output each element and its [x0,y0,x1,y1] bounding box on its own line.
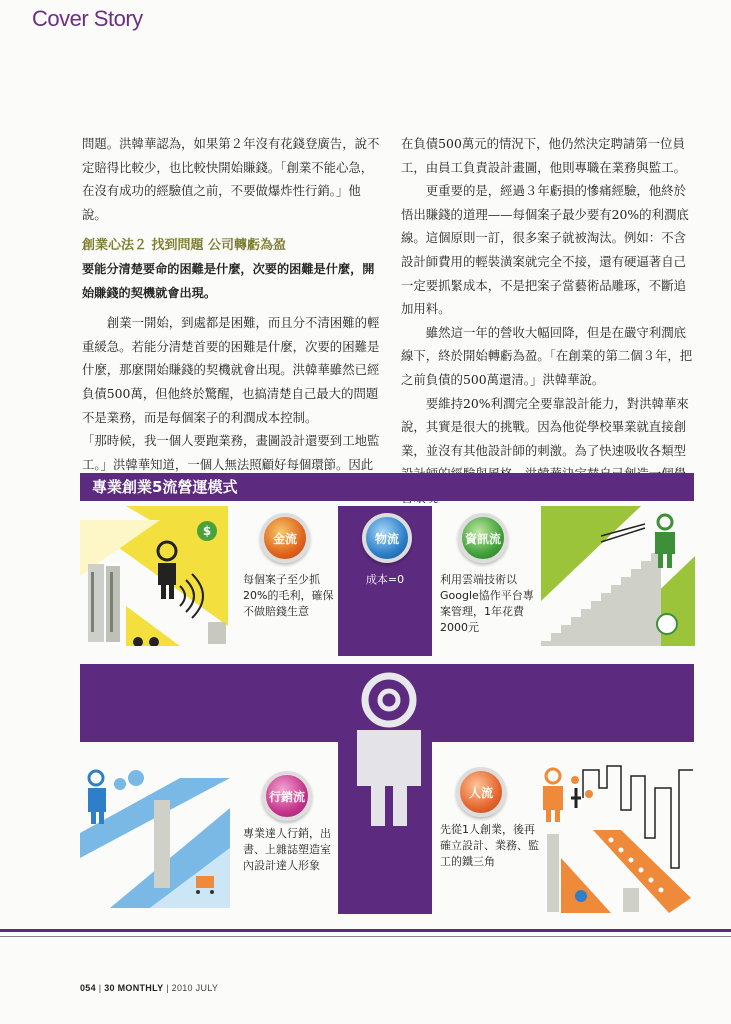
magazine-name: 30 MONTHLY [104,983,164,993]
lead-text: 要能分清楚要命的困難是什麼，次要的困難是什麼，開始賺錢的契機就會出現。 [82,261,375,300]
flow-ball-pink: 行銷流 [262,771,312,821]
flow-caption: 專業達人行銷，出書、上雜誌塑造室內設計達人形象 [243,827,331,872]
footer: 054 | 30 MONTHLY | 2010 JULY [80,983,219,993]
flow-caption: 每個案子至少抓20%的毛利，確保不做賠錢生意 [243,573,334,618]
flow-ball-green: 資訊流 [458,513,508,563]
paragraph: 更重要的是，經過３年虧損的慘痛經驗，他終於悟出賺錢的道理——每個案子最少要有20%的利潤底線。這個原則一訂，很多案子就被淘汰。例如：不含設計師費用的輕裝潢案就完全不接，還有硬逼著自己一定要抓緊成本，不是把案子當藝術品雕琢，不斷追加用料。 [401,183,689,317]
money-icon: $ [197,521,217,541]
article-column-left [82,132,382,476]
page-number: 054 [80,983,96,993]
paragraph: 「那時候，我一個人要跑業務，畫圖設計還要到工地監工。」洪韓華知道，一個人無法照顧好每個環節。因此 [82,433,380,472]
flow-caption: 先從1人創業，後再確立設計、業務、監工的鐵三角 [440,823,539,868]
flow-caption: 成本=0 [365,573,405,586]
flow-ball-orange: 人流 [456,767,506,817]
section-header: Cover Story [32,6,143,31]
flow-ball-blue: 物流 [362,513,412,563]
paragraph: 問題。洪韓華認為，如果第２年沒有花錢登廣告，說不定賠得比較少，也比較快開始賺錢。「創業不能心急，在沒有成功的經驗值之前，不要做爆炸性行銷。」他說。 [82,136,380,222]
bottom-rule-thin [0,936,731,937]
people-illustration [541,748,695,913]
infographic-title: 專業創業5流營運模式 [80,473,694,501]
flow-ball-gold: 金流 [260,513,310,563]
marketing-illustration [80,748,230,913]
paragraph: 雖然這一年的營收大幅回降，但是在嚴守利潤底線下，終於開始轉虧為盈。「在創業的第二個３年，把之前負債的500萬還清。」洪韓華說。 [401,324,693,387]
paragraph: 要維持20%利潤完全要靠設計能力，對洪韓華來說，其實是很大的挑戰。因為他從學校畢業就直接創業，並沒有其他設計師的刺激。為了快速吸收各類型 [401,395,689,458]
paragraph: 在負債500萬元的情況下，他仍然決定聘請第一位員工，由員工負責設計畫圖，他則專職在業務與監工。 [401,136,686,175]
bottom-rule [0,929,731,932]
subheading: 創業心法２ 找到問題 公司轉虧為盈 [82,238,287,254]
flow-caption: 利用雲端技術以Google協作平台專案管理，1年花費2000元 [440,573,534,634]
article-column-right [401,132,698,510]
paragraph: 創業一開始，到處都是困難，而且分不清困難的輕重緩急。若能分清楚首要的困難是什麼，次要的困難是什麼，那麼開始賺錢的契機就會出現。洪韓華雖然已經負債500萬，但他終於驚醒，也搞清楚自己最大的問題不是業務，而是每個案子的利潤成本控制。 [82,315,380,425]
stairs-illustration [541,506,695,646]
issue-date: 2010 JULY [171,983,219,993]
person-icon [355,672,423,832]
